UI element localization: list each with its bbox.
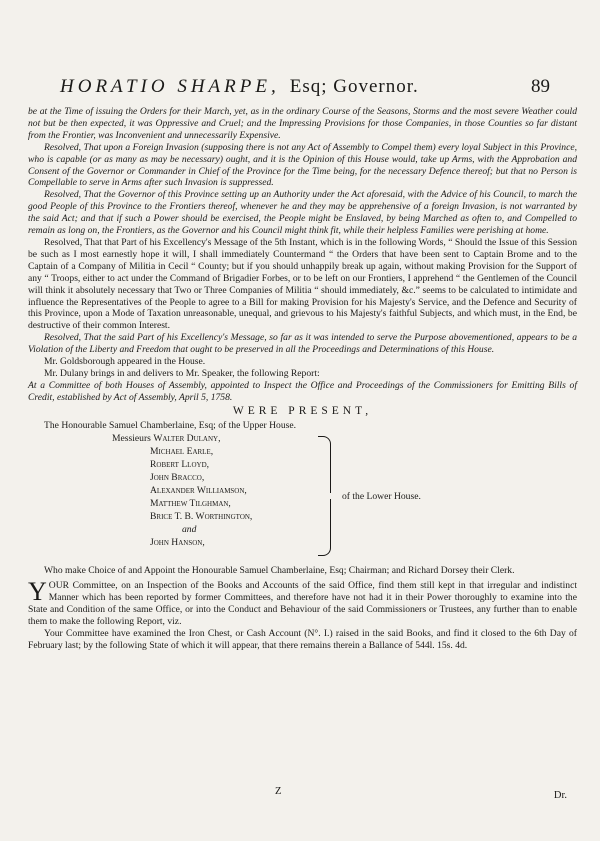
resolution-paragraph: Resolved, That upon a Foreign Invasion (supposing there is not any Act of Assembly to Compel them) every loyal Subject in this Province, who is capable (or as many as may be necessary) ought, and it is the Opinion of this House would, take up Arms, with the Approbation and Consent of the Governor or Commander in Chief of the Province for the Time being, for the necessary Defence thereof; but that no Person is Compellable to serve in Arms after such Invasion is suppressed.: [28, 141, 577, 189]
member-list: [112, 433, 312, 550]
member-name: John Hanson,: [150, 537, 205, 549]
member-list-block: [28, 433, 577, 565]
members-prefix: Messieurs: [112, 433, 151, 445]
committee-heading: At a Committee of both Houses of Assembly, appointed to Inspect the Office and Proceedings of the Commissioners for Emitting Bills of Credit, established by Act of Assembly, April 5, 1758.: [28, 379, 577, 403]
catchword: Dr.: [553, 790, 567, 801]
header-title-group: [60, 76, 419, 98]
member-conjunction: and: [182, 524, 197, 536]
signature-mark: Z: [275, 786, 282, 797]
running-header: [60, 76, 550, 98]
resolution-paragraph: Resolved, That the said Part of his Excellency's Message, so far as it was intended to serve the Purpose abovementioned, appears to be a Violation of the Liberty and Freedom that ought to be preserved in all the Proceedings and Determinations of this House.: [28, 332, 577, 356]
resolution-paragraph: Resolved, That the Governor of this Province setting up an Authority under the Act aforesaid, with the Advice of his Council, to march the good People of this Province to the Frontiers thereof, whenever he and they may be apprehensive of a foreign Invasion, is not warranted by the said Act; and that if such a Power should be exercised, the People might be Enslaved, by being Marched as often to, and Compelled to remain as long on, the Frontiers, as the Governor and his Council might think fit, while their helpless Families were perishing at home.: [28, 189, 577, 237]
attendance-note: Mr. Goldsborough appeared in the House.: [44, 356, 206, 368]
paragraph-continuation: be at the Time of issuing the Orders for their March, yet, as in the ordinary Course of the Seasons, Storms and the most severe Weather could not but be then expected, it was Oppressive and Cruel; and the Impressing Provisions for those Companies, in those Counties so far distant from the Frontier, was Inconvenient and unnecessarily Expensive.: [28, 106, 577, 141]
report-intro: Mr. Dulany brings in and delivers to Mr. Speaker, the following Report:: [44, 367, 320, 379]
member-name: Brice T. B. Worthington,: [150, 511, 253, 523]
drop-cap: Y: [28, 577, 47, 607]
member-name: Robert Lloyd,: [150, 459, 210, 471]
report-text: OUR Committee, on an Inspection of the Books and Accounts of the said Office, find them still kept in that irregular and indistinct Manner which has been reported by former Committees, and therefore have not had it in their Power thoroughly to examine into the State and Condition of the same Office, or into the Conduct and Behaviour of the said Commissioners or Trustees, any further than to enable them to make the following Report, viz.: [28, 580, 577, 628]
cash-account-paragraph: Your Committee have examined the Iron Chest, or Cash Account (N°. I.) raised in the said Books, and find it closed to the 6th Day of February last; by the following State of which it will appear, that there remains therein a Ballance of 544l. 15s. 4d.: [28, 628, 577, 651]
member-name: Walter Dulany,: [153, 433, 221, 445]
member-name: John Bracco,: [150, 472, 205, 484]
member-name: Matthew Tilghman,: [150, 498, 231, 510]
resolution-paragraph: Resolved, That that Part of his Excellency's Message of the 5th Instant, which is in the following Words, “ Should the Issue of this Session be such as I most earnestly hope it will, I shall immediately Countermand “ the Orders that have been sent to Captain Brome and to the Captain of a Company of Militia in Cecil “ County; but if you should unhappily break up again, without making Provision for the Support of any “ Troops, either to act under the Command of Brigadier Forbes, or to be left on our Frontiers, I apprehend “ the Gentlemen of the Council will think it absolutely necessary that Two or Three Companies of Militia “ should immediately, &c.” seems to be calculated to intimidate and influence the Representatives of the People to agree to a Bill for making Provision for his Majesty's Service, and the Defence and Security of this Province, upon a Mode of Taxation unreasonable, unequal, and grievous to his Majesty's faithful Subjects, and which must, in the End, be destructive of their common Interest.: [28, 236, 577, 332]
header-name: HORATIO SHARPE,: [60, 76, 280, 97]
text-body: [28, 106, 577, 652]
brace-upper: [318, 436, 331, 493]
member-name: Alexander Williamson,: [150, 485, 247, 497]
header-title: Esq; Governor.: [289, 76, 419, 97]
report-paragraph: [28, 577, 577, 628]
upper-house-member: The Honourable Samuel Chamberlaine, Esq; of the Upper House.: [44, 419, 297, 431]
chairman-paragraph: Who make Choice of and Appoint the Honourable Samuel Chamberlaine, Esq; Chairman; and Richard Dorsey their Clerk.: [44, 565, 515, 577]
present-heading: WERE PRESENT,: [232, 404, 373, 417]
brace-lower: [318, 499, 331, 556]
lower-house-label: of the Lower House.: [342, 491, 421, 503]
member-name: Michael Earle,: [150, 446, 214, 458]
member-list-item: [112, 433, 312, 446]
page-number: 89: [531, 76, 550, 97]
